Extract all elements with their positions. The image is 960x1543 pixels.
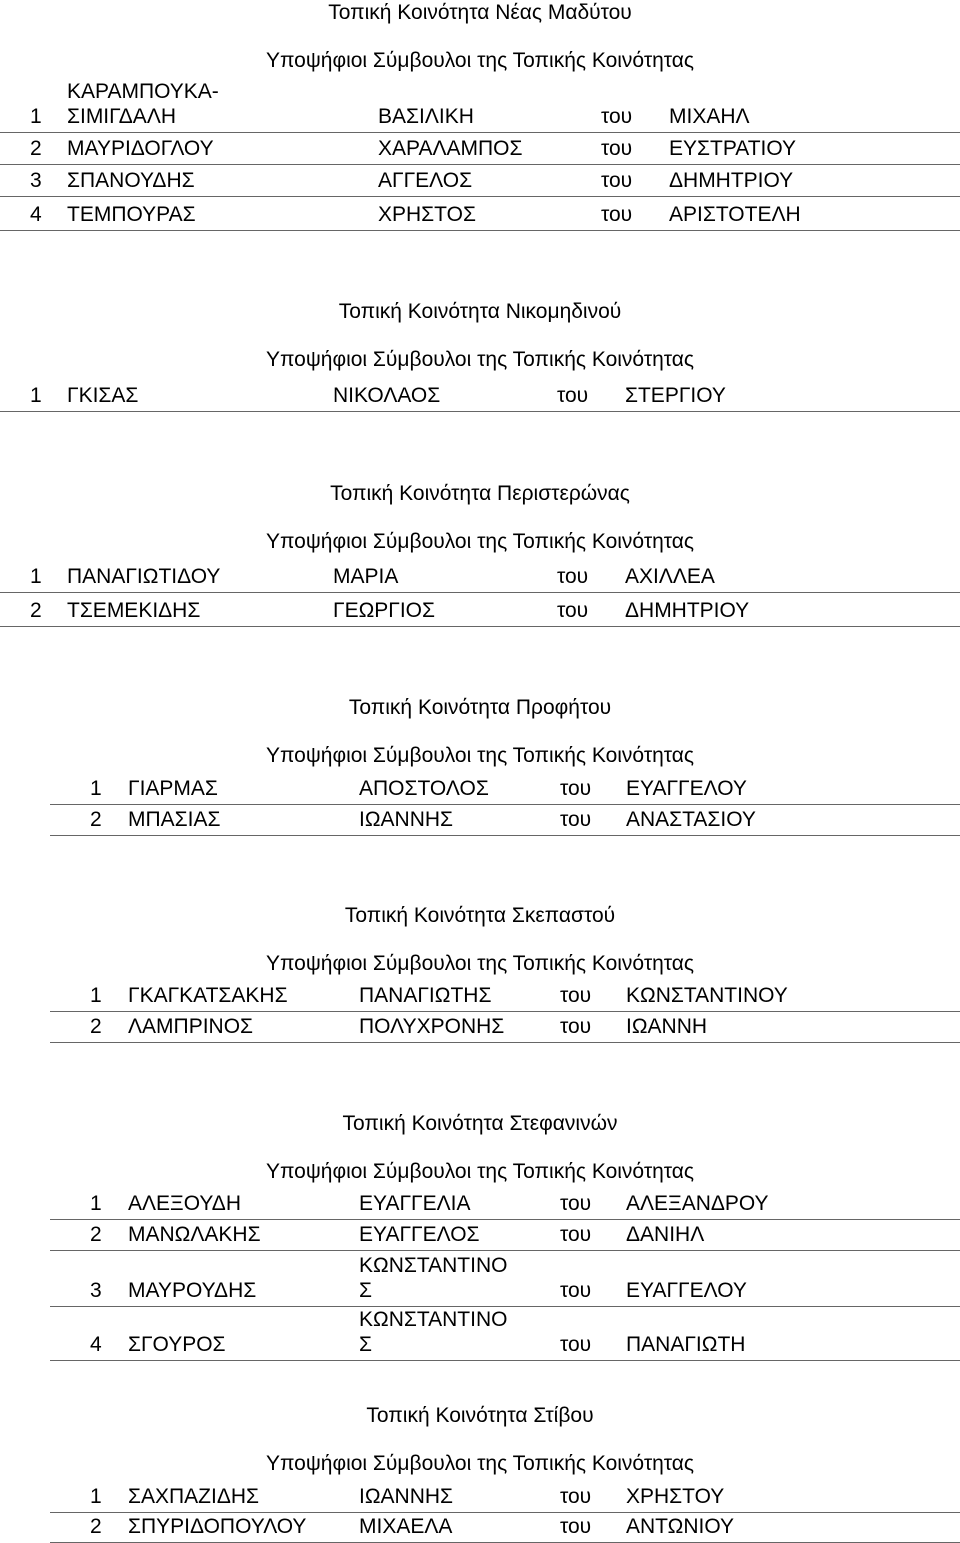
section-subtitle: Υποψήφιοι Σύμβουλοι της Τοπικής Κοινότητας bbox=[265, 744, 695, 767]
candidate-surname: ΣΓΟΥΡΟΣ bbox=[128, 1333, 226, 1356]
section-title: Τοπική Κοινότητα Σκεπαστού bbox=[344, 904, 616, 927]
candidate-row bbox=[50, 805, 960, 836]
row-number: 1 bbox=[90, 777, 102, 800]
father-name: ΑΧΙΛΛΕΑ bbox=[625, 565, 715, 588]
father-name: ΙΩΑΝΝΗ bbox=[626, 1015, 708, 1038]
candidate-row bbox=[50, 981, 960, 1012]
row-number: 2 bbox=[30, 599, 42, 622]
candidate-surname: ΛΑΜΠΡΙΝΟΣ bbox=[128, 1015, 254, 1038]
section-title: Τοπική Κοινότητα Στίβου bbox=[366, 1404, 594, 1427]
candidate-row bbox=[50, 1304, 960, 1361]
section-subtitle: Υποψήφιοι Σύμβουλοι της Τοπικής Κοινότητας bbox=[265, 348, 695, 371]
candidate-row bbox=[0, 134, 960, 165]
father-name: ΠΑΝΑΓΙΩΤΗ bbox=[626, 1333, 746, 1356]
candidate-surname: ΜΠΑΣΙΑΣ bbox=[128, 808, 221, 831]
candidate-first-name: ΝΙΚΟΛΑΟΣ bbox=[333, 384, 441, 407]
row-number: 1 bbox=[90, 1485, 102, 1508]
candidate-first-name: ΙΩΑΝΝΗΣ bbox=[359, 808, 454, 831]
candidate-row bbox=[50, 1250, 960, 1307]
candidate-row bbox=[50, 774, 960, 805]
father-prefix: του bbox=[560, 984, 592, 1007]
candidate-first-name: ΕΥΑΓΓΕΛΙΑ bbox=[359, 1192, 471, 1215]
candidate-row bbox=[50, 1189, 960, 1220]
father-name: ΑΝΑΣΤΑΣΙΟΥ bbox=[626, 808, 756, 831]
row-number: 1 bbox=[30, 565, 42, 588]
candidate-row bbox=[50, 1512, 960, 1543]
section-title: Τοπική Κοινότητα Νέας Μαδύτου bbox=[328, 1, 632, 24]
candidate-surname: ΜΑΝΩΛΑΚΗΣ bbox=[128, 1223, 261, 1246]
section-title: Τοπική Κοινότητα Περιστερώνας bbox=[330, 482, 630, 505]
father-prefix: του bbox=[557, 384, 589, 407]
father-name: ΕΥΑΓΓΕΛΟΥ bbox=[626, 1279, 747, 1302]
candidate-first-name: ΙΩΑΝΝΗΣ bbox=[359, 1485, 454, 1508]
section-subtitle: Υποψήφιοι Σύμβουλοι της Τοπικής Κοινότητας bbox=[265, 530, 695, 553]
section-title: Τοπική Κοινότητα Νικομηδινού bbox=[338, 300, 622, 323]
section-subtitle: Υποψήφιοι Σύμβουλοι της Τοπικής Κοινότητας bbox=[265, 1452, 695, 1475]
father-name: ΧΡΗΣΤΟΥ bbox=[626, 1485, 725, 1508]
section-title: Τοπική Κοινότητα Προφήτου bbox=[348, 696, 612, 719]
candidate-first-name: ΠΑΝΑΓΙΩΤΗΣ bbox=[359, 984, 492, 1007]
candidate-surname: ΣΠΑΝΟΥΔΗΣ bbox=[67, 169, 195, 192]
candidate-row bbox=[50, 1220, 960, 1251]
father-prefix: του bbox=[560, 777, 592, 800]
candidate-surname: ΣΠΥΡΙΔΟΠΟΥΛΟΥ bbox=[128, 1515, 307, 1538]
candidate-first-name: ΑΓΓΕΛΟΣ bbox=[378, 169, 473, 192]
candidate-first-name: ΓΕΩΡΓΙΟΣ bbox=[333, 599, 435, 622]
row-number: 1 bbox=[90, 1192, 102, 1215]
candidate-first-name: ΕΥΑΓΓΕΛΟΣ bbox=[359, 1223, 480, 1246]
candidate-row bbox=[0, 596, 960, 627]
father-prefix: του bbox=[601, 169, 633, 192]
candidate-first-name: ΧΑΡΑΛΑΜΠΟΣ bbox=[378, 137, 523, 160]
candidate-surname: ΓΚΑΓΚΑΤΣΑΚΗΣ bbox=[128, 984, 288, 1007]
row-number: 1 bbox=[90, 984, 102, 1007]
father-prefix: του bbox=[560, 1015, 592, 1038]
candidate-row bbox=[0, 76, 960, 133]
father-prefix: του bbox=[601, 203, 633, 226]
candidate-first-name: ΒΑΣΙΛΙΚΗ bbox=[378, 105, 474, 128]
father-prefix: του bbox=[557, 599, 589, 622]
father-prefix: του bbox=[601, 137, 633, 160]
candidate-surname: ΑΛΕΞΟΥΔΗ bbox=[128, 1192, 241, 1215]
candidate-first-name: ΧΡΗΣΤΟΣ bbox=[378, 203, 476, 226]
father-prefix: του bbox=[601, 105, 633, 128]
father-name: ΔΗΜΗΤΡΙΟΥ bbox=[669, 169, 794, 192]
candidate-row bbox=[0, 562, 960, 593]
row-number: 1 bbox=[30, 384, 42, 407]
candidate-first-name: ΚΩΝΣΤΑΝΤΙΝΟ Σ bbox=[359, 1308, 508, 1356]
row-number: 3 bbox=[90, 1279, 102, 1302]
father-name: ΔΗΜΗΤΡΙΟΥ bbox=[625, 599, 750, 622]
candidate-first-name: ΚΩΝΣΤΑΝΤΙΝΟ Σ bbox=[359, 1254, 508, 1302]
father-name: ΜΙΧΑΗΛ bbox=[669, 105, 750, 128]
candidate-surname: ΤΣΕΜΕΚΙΔΗΣ bbox=[67, 599, 201, 622]
section-subtitle: Υποψήφιοι Σύμβουλοι της Τοπικής Κοινότητας bbox=[265, 952, 695, 975]
candidate-surname: ΤΕΜΠΟΥΡΑΣ bbox=[67, 203, 196, 226]
candidate-surname: ΓΚΙΣΑΣ bbox=[67, 384, 139, 407]
row-number: 2 bbox=[90, 808, 102, 831]
father-prefix: του bbox=[557, 565, 589, 588]
section-title: Τοπική Κοινότητα Στεφανινών bbox=[342, 1112, 618, 1135]
candidate-surname: ΚΑΡΑΜΠΟΥΚΑ- ΣΙΜΙΓΔΑΛΗ bbox=[67, 80, 219, 128]
father-prefix: του bbox=[560, 1279, 592, 1302]
candidate-first-name: ΜΙΧΑΕΛΑ bbox=[359, 1515, 453, 1538]
father-name: ΚΩΝΣΤΑΝΤΙΝΟΥ bbox=[626, 984, 788, 1007]
candidate-row bbox=[0, 166, 960, 197]
candidate-first-name: ΠΟΛΥΧΡΟΝΗΣ bbox=[359, 1015, 505, 1038]
father-prefix: του bbox=[560, 1515, 592, 1538]
candidate-row bbox=[0, 381, 960, 412]
section-subtitle: Υποψήφιοι Σύμβουλοι της Τοπικής Κοινότητας bbox=[265, 1160, 695, 1183]
father-prefix: του bbox=[560, 808, 592, 831]
father-name: ΔΑΝΙΗΛ bbox=[626, 1223, 705, 1246]
candidate-surname: ΜΑΥΡΙΔΟΓΛΟΥ bbox=[67, 137, 214, 160]
candidate-surname: ΠΑΝΑΓΙΩΤΙΔΟΥ bbox=[67, 565, 221, 588]
row-number: 4 bbox=[30, 203, 42, 226]
father-prefix: του bbox=[560, 1333, 592, 1356]
row-number: 3 bbox=[30, 169, 42, 192]
candidate-row bbox=[50, 1482, 960, 1513]
father-name: ΑΝΤΩΝΙΟΥ bbox=[626, 1515, 734, 1538]
father-name: ΕΥΑΓΓΕΛΟΥ bbox=[626, 777, 747, 800]
candidate-surname: ΣΑΧΠΑΖΙΔΗΣ bbox=[128, 1485, 260, 1508]
candidate-surname: ΜΑΥΡΟΥΔΗΣ bbox=[128, 1279, 257, 1302]
father-name: ΕΥΣΤΡΑΤΙΟΥ bbox=[669, 137, 797, 160]
father-prefix: του bbox=[560, 1485, 592, 1508]
father-name: ΣΤΕΡΓΙΟΥ bbox=[625, 384, 726, 407]
candidate-first-name: ΑΠΟΣΤΟΛΟΣ bbox=[359, 777, 489, 800]
father-prefix: του bbox=[560, 1223, 592, 1246]
father-prefix: του bbox=[560, 1192, 592, 1215]
row-number: 2 bbox=[30, 137, 42, 160]
row-number: 2 bbox=[90, 1223, 102, 1246]
row-number: 2 bbox=[90, 1515, 102, 1538]
candidate-row bbox=[50, 1012, 960, 1043]
father-name: ΑΛΕΞΑΝΔΡΟΥ bbox=[626, 1192, 769, 1215]
row-number: 4 bbox=[90, 1333, 102, 1356]
candidate-surname: ΓΙΑΡΜΑΣ bbox=[128, 777, 218, 800]
father-name: ΑΡΙΣΤΟΤΕΛΗ bbox=[669, 203, 801, 226]
candidate-row bbox=[0, 200, 960, 231]
section-subtitle: Υποψήφιοι Σύμβουλοι της Τοπικής Κοινότητας bbox=[265, 49, 695, 72]
row-number: 2 bbox=[90, 1015, 102, 1038]
row-number: 1 bbox=[30, 105, 42, 128]
candidate-first-name: ΜΑΡΙΑ bbox=[333, 565, 399, 588]
